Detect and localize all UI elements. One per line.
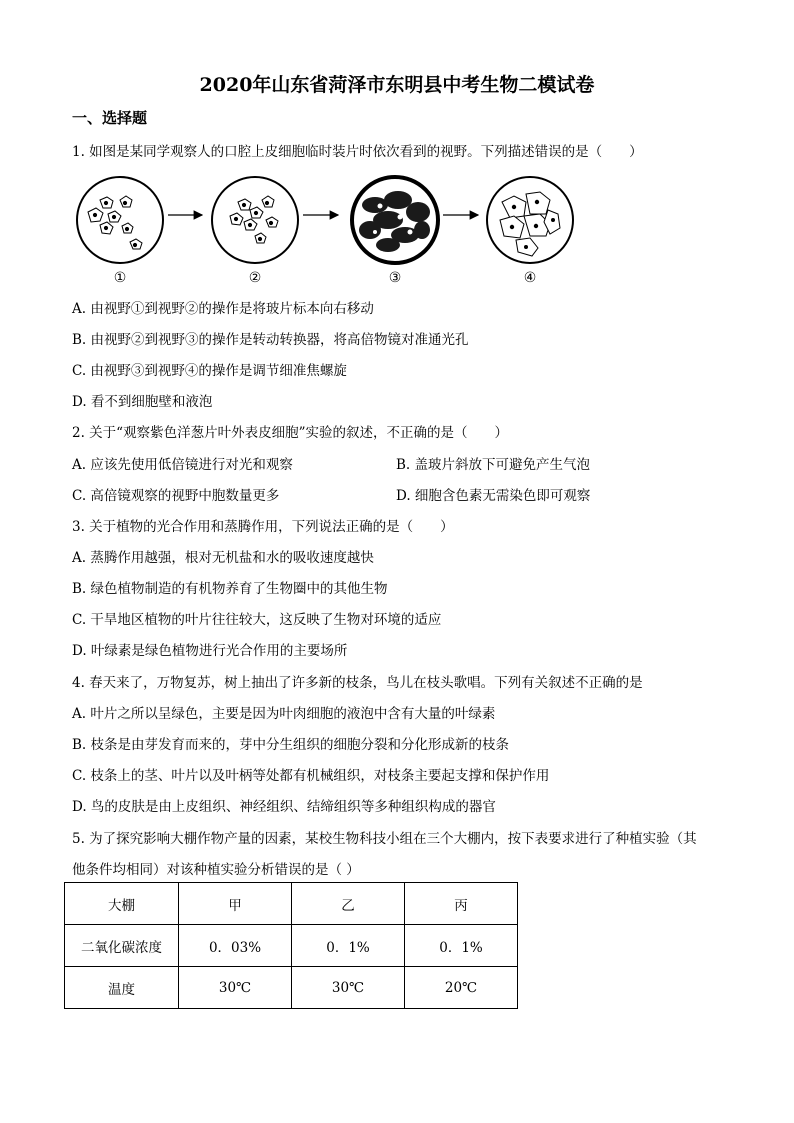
section-heading: 一、选择题 <box>72 109 148 127</box>
greenhouse-table <box>64 882 518 1009</box>
table-cell: 30℃ <box>292 967 405 1009</box>
table-cell: 乙 <box>292 883 405 925</box>
table-cell: 0．1% <box>292 925 405 967</box>
table-cell: 20℃ <box>405 967 518 1009</box>
field-2-label: ② <box>248 270 262 286</box>
question-4-option-a: A. 叶片之所以呈绿色，主要是因为叶肉细胞的液泡中含有大量的叶绿素 <box>72 706 496 722</box>
question-4-stem: 4. 春天来了，万物复苏，树上抽出了许多新的枝条，鸟儿在枝头歌唱。下列有关叙述不正确的是 <box>72 675 643 691</box>
question-3-option-b: B. 绿色植物制造的有机物养育了生物圈中的其他生物 <box>72 581 388 597</box>
question-4-option-b: B. 枝条是由芽发育而来的，芽中分生组织的细胞分裂和分化形成新的枝条 <box>72 737 510 753</box>
question-3-option-d: D. 叶绿素是绿色植物进行光合作用的主要场所 <box>72 643 348 659</box>
table-cell: 30℃ <box>179 967 292 1009</box>
field-3-label: ③ <box>388 270 402 286</box>
question-4-option-d: D. 鸟的皮肤是由上皮组织、神经组织、结缔组织等多种组织构成的器官 <box>72 799 496 815</box>
table-cell: 二氧化碳浓度 <box>65 925 179 967</box>
microscope-fields-figure <box>70 170 590 288</box>
page-title: 2020年山东省菏泽市东明县中考生物二模试卷 <box>199 74 595 96</box>
table-cell: 温度 <box>65 967 179 1009</box>
question-2-option-b: B. 盖玻片斜放下可避免产生气泡 <box>396 457 591 473</box>
question-4-option-c: C. 枝条上的茎、叶片以及叶柄等处都有机械组织，对枝条主要起支撑和保护作用 <box>72 768 550 784</box>
table-cell: 0．03% <box>179 925 292 967</box>
question-2-option-a: A. 应该先使用低倍镜进行对光和观察 <box>72 457 293 473</box>
question-2-option-c: C. 高倍镜观察的视野中胞数量更多 <box>72 488 280 504</box>
question-5-stem-line-1: 5. 为了探究影响大棚作物产量的因素，某校生物科技小组在三个大棚内，按下表要求进行了种植实验（其 <box>72 831 697 847</box>
question-1-stem: 1. 如图是某同学观察人的口腔上皮细胞临时装片时依次看到的视野。下列描述错误的是（ ） <box>72 144 643 160</box>
table-row <box>65 967 518 1009</box>
table-cell: 甲 <box>179 883 292 925</box>
table-cell: 丙 <box>405 883 518 925</box>
question-3-option-c: C. 干旱地区植物的叶片往往较大，这反映了生物对环境的适应 <box>72 612 442 628</box>
question-5-stem-line-2: 他条件均相同）对该种植实验分析错误的是（ ） <box>72 862 360 878</box>
field-3-circle <box>352 177 438 263</box>
field-2-circle <box>212 177 298 263</box>
field-4-circle <box>487 177 573 263</box>
question-3-option-a: A. 蒸腾作用越强，根对无机盐和水的吸收速度越快 <box>72 550 374 566</box>
field-1-label: ① <box>113 270 127 286</box>
field-4-label: ④ <box>523 270 537 286</box>
table-row <box>65 925 518 967</box>
question-2-stem: 2. 关于“观察紫色洋葱片叶外表皮细胞”实验的叙述，不正确的是（ ） <box>72 425 508 441</box>
field-1-circle <box>77 177 163 263</box>
question-1-option-c: C. 由视野③到视野④的操作是调节细准焦螺旋 <box>72 363 347 379</box>
question-1-option-b: B. 由视野②到视野③的操作是转动转换器，将高倍物镜对准通光孔 <box>72 332 469 348</box>
question-1-option-a: A. 由视野①到视野②的操作是将玻片标本向右移动 <box>72 301 374 317</box>
table-cell: 大棚 <box>65 883 179 925</box>
question-1-option-d: D. 看不到细胞壁和液泡 <box>72 394 213 410</box>
table-cell: 0．1% <box>405 925 518 967</box>
question-2-option-d: D. 细胞含色素无需染色即可观察 <box>396 488 591 504</box>
question-3-stem: 3. 关于植物的光合作用和蒸腾作用，下列说法正确的是（ ） <box>72 519 454 535</box>
table-header-row <box>65 883 518 925</box>
